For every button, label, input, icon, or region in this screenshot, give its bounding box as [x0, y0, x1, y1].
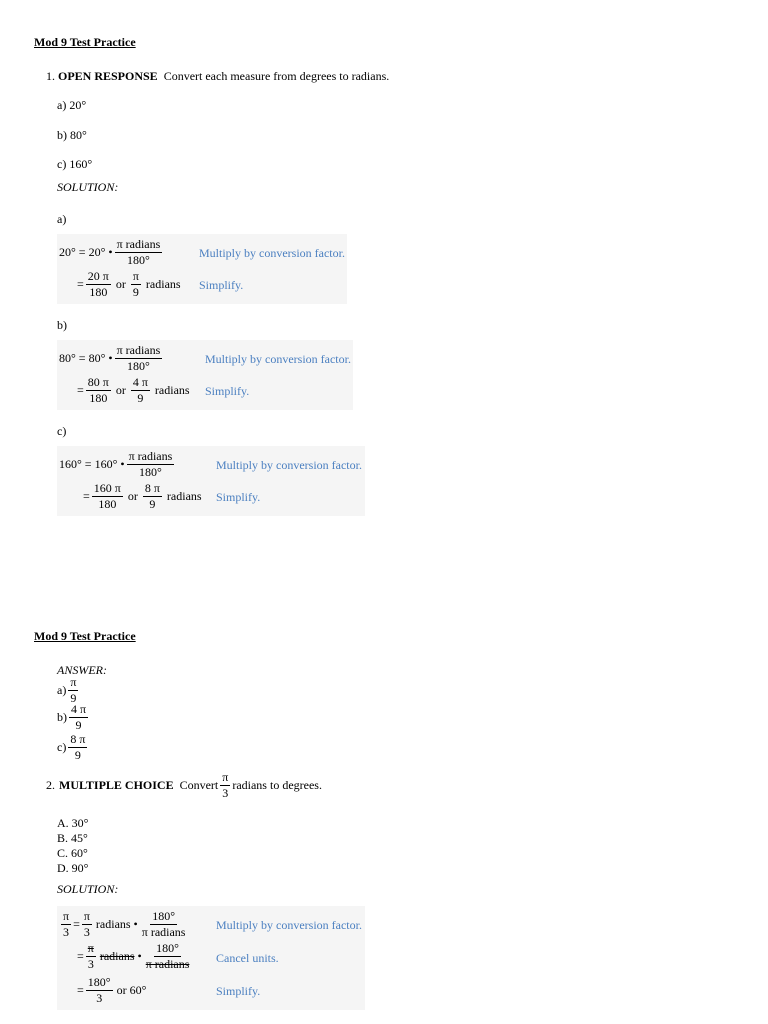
- part-a-frac2-num: 20 π: [87, 269, 109, 283]
- part-c-frac2: [92, 482, 123, 511]
- page-title: Mod 9 Test Practice: [34, 35, 136, 49]
- part-a-lhs: 20° = 20° •: [59, 245, 113, 259]
- part-c-unit: radians: [166, 489, 202, 503]
- question-2-frac-den: 3: [222, 786, 229, 800]
- q2-solution: [57, 906, 365, 1010]
- answer-c-label: c): [57, 740, 67, 754]
- answer-label: ANSWER:: [57, 663, 107, 677]
- choice-c[interactable]: C. 60°: [57, 846, 88, 860]
- q2-step2-mid: radians: [99, 949, 135, 963]
- answer-c: [57, 733, 89, 762]
- q2-step1-lhs: [61, 910, 71, 939]
- part-a-or: or: [115, 277, 126, 291]
- part-c-factor: [127, 450, 175, 479]
- part-b-frac3: [131, 376, 150, 405]
- solution-label-2: SOLUTION:: [57, 882, 119, 896]
- q2-step2: [77, 942, 193, 971]
- q2-note3: Simplify.: [216, 984, 261, 998]
- part-b-lhs: 80° = 80° •: [59, 351, 113, 365]
- q2-note1: Multiply by conversion factor.: [216, 918, 362, 932]
- page-title-2: Mod 9 Test Practice: [34, 629, 136, 643]
- part-b-frac3-den: 9: [137, 391, 144, 405]
- answer-a: [57, 676, 80, 705]
- q2-step2-rhs: [86, 942, 96, 971]
- part-b-frac2-num: 80 π: [87, 375, 109, 389]
- part-a-factor: [115, 238, 163, 267]
- item-c: c) 160°: [57, 157, 93, 171]
- q2-step1-lhs-num: π: [63, 909, 70, 923]
- q2-step3-frac: [86, 976, 113, 1005]
- part-c-step2: [83, 482, 202, 511]
- q2-step1-factor: [140, 910, 188, 939]
- choices-list: [57, 816, 88, 876]
- question-number: 1.: [46, 69, 55, 83]
- part-b-factor: [115, 344, 163, 373]
- answer-b-den: 9: [75, 718, 82, 732]
- q2-step1-factor-den: π radians: [141, 925, 186, 939]
- item-b: b) 80°: [57, 128, 87, 142]
- part-a-unit: radians: [145, 277, 181, 291]
- question-2-frac-num: π: [222, 770, 229, 784]
- part-b-factor-den: 180°: [127, 359, 150, 373]
- question-2-prompt-pre: Convert: [179, 778, 219, 792]
- q2-step1-lhs-den: 3: [63, 925, 70, 939]
- part-c-note1: Multiply by conversion factor.: [216, 458, 362, 472]
- q2-step2-factor-num: 180°: [156, 941, 179, 955]
- choice-a[interactable]: A. 30°: [57, 816, 89, 830]
- q2-step1-eq: =: [73, 917, 80, 931]
- part-b-factor-num: π radians: [116, 343, 161, 357]
- answer-c-num: 8 π: [70, 732, 86, 746]
- answer-b-label: b): [57, 710, 67, 724]
- part-c-or: or: [127, 489, 138, 503]
- answer-a-label: a): [57, 683, 67, 697]
- answer-b-frac: [69, 703, 88, 732]
- part-c-factor-den: 180°: [139, 465, 162, 479]
- part-a-frac3-den: 9: [132, 285, 139, 299]
- part-b-note1: Multiply by conversion factor.: [205, 352, 351, 366]
- q2-step2-eq: =: [77, 949, 84, 963]
- answer-b-num: 4 π: [71, 702, 87, 716]
- q2-step2-factor-den: π radians: [145, 957, 190, 971]
- item-a: a) 20°: [57, 98, 87, 112]
- part-b-frac2-den: 180: [89, 391, 108, 405]
- choice-d[interactable]: D. 90°: [57, 861, 89, 875]
- part-b-eq: =: [77, 383, 84, 397]
- question-2-number: 2.: [46, 778, 55, 792]
- part-c-frac2-den: 180: [98, 497, 117, 511]
- question-1-header: [46, 69, 389, 84]
- part-a-label: a): [57, 212, 67, 226]
- part-b-solution: [57, 340, 353, 410]
- part-c-lhs: 160° = 160° •: [59, 457, 125, 471]
- part-a-eq: =: [77, 277, 84, 291]
- q2-step1-mid: radians •: [95, 917, 138, 931]
- part-a-step2: [77, 270, 181, 299]
- part-c-frac3-num: 8 π: [144, 481, 160, 495]
- part-a-frac3: [131, 270, 141, 299]
- answer-a-frac: [68, 676, 78, 705]
- q2-step2-bullet: •: [137, 949, 142, 963]
- part-b-label: b): [57, 318, 67, 332]
- part-b-unit: radians: [154, 383, 190, 397]
- question-2-header: [46, 771, 322, 800]
- part-c-frac3-den: 9: [149, 497, 156, 511]
- part-c-frac2-num: 160 π: [93, 481, 121, 495]
- part-a-note1: Multiply by conversion factor.: [199, 246, 345, 260]
- q2-step1: [59, 910, 189, 939]
- solution-label: SOLUTION:: [57, 180, 119, 194]
- q2-step3: [77, 976, 146, 1005]
- q2-note2: Cancel units.: [216, 951, 279, 965]
- part-c-eq: =: [83, 489, 90, 503]
- q2-step1-rhs: [82, 910, 92, 939]
- part-a-frac2: [86, 270, 111, 299]
- part-c-note2: Simplify.: [216, 490, 261, 504]
- part-b-frac2: [86, 376, 111, 405]
- part-b-or: or: [115, 383, 126, 397]
- q2-step2-rhs-num: π: [87, 941, 94, 955]
- answer-a-num: π: [70, 675, 77, 689]
- answer-b: [57, 703, 90, 732]
- part-a-step1: [59, 238, 164, 267]
- part-b-note2: Simplify.: [205, 384, 250, 398]
- part-a-factor-num: π radians: [116, 237, 161, 251]
- q2-step3-den: 3: [96, 991, 103, 1005]
- part-c-label: c): [57, 424, 67, 438]
- answer-a-den: 9: [70, 691, 77, 705]
- answer-c-den: 9: [74, 748, 81, 762]
- part-a-frac2-den: 180: [89, 285, 108, 299]
- q2-step3-eq: =: [77, 983, 84, 997]
- part-a-solution: [57, 234, 347, 304]
- q2-step3-num: 180°: [87, 975, 111, 989]
- question-2-frac: [220, 771, 230, 800]
- answer-c-frac: [68, 733, 87, 762]
- part-c-frac3: [143, 482, 162, 511]
- q2-step3-tail: or 60°: [116, 983, 147, 997]
- part-c-step1: [59, 450, 176, 479]
- part-a-note2: Simplify.: [199, 278, 244, 292]
- choice-b[interactable]: B. 45°: [57, 831, 88, 845]
- question-2-type: MULTIPLE CHOICE: [59, 778, 174, 792]
- q2-step1-factor-num: 180°: [152, 909, 176, 923]
- q2-step1-rhs-num: π: [83, 909, 90, 923]
- question-type: OPEN RESPONSE: [58, 69, 158, 83]
- part-c-factor-num: π radians: [128, 449, 173, 463]
- question-prompt: Convert each measure from degrees to radians.: [163, 69, 390, 83]
- part-a-factor-den: 180°: [127, 253, 150, 267]
- part-a-frac3-num: π: [132, 269, 139, 283]
- part-b-step2: [77, 376, 190, 405]
- part-b-step1: [59, 344, 164, 373]
- q2-step2-rhs-den: 3: [87, 957, 94, 971]
- question-2-prompt-post: radians to degrees.: [232, 778, 322, 792]
- part-c-solution: [57, 446, 365, 516]
- part-b-frac3-num: 4 π: [132, 375, 148, 389]
- q2-step2-factor: [144, 942, 192, 971]
- q2-step1-rhs-den: 3: [83, 925, 90, 939]
